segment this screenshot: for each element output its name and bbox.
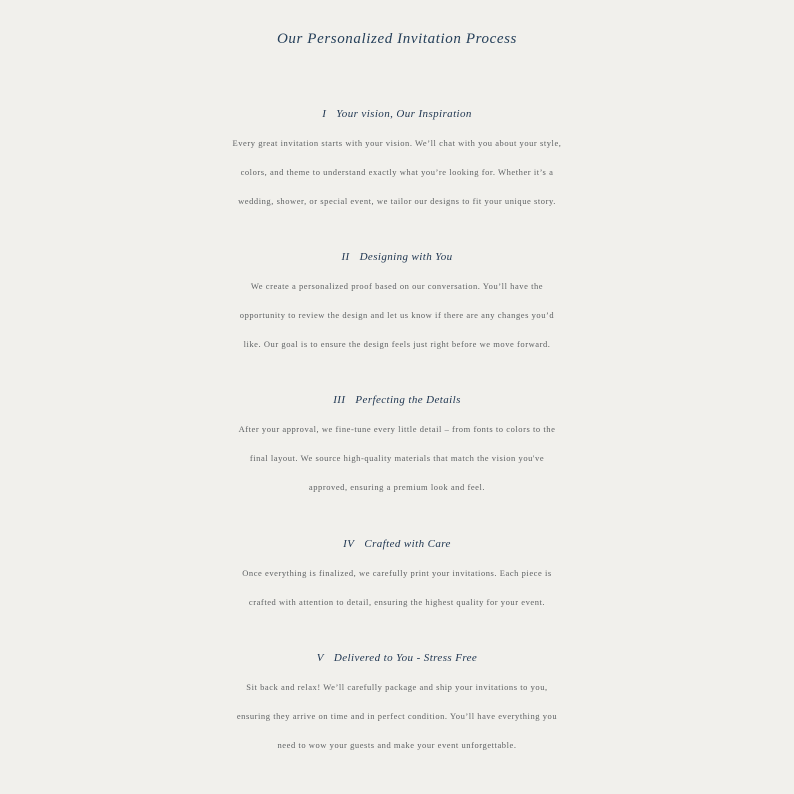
step-title: Designing with You [359, 251, 453, 263]
step-description [0, 559, 794, 617]
step-heading [0, 100, 794, 129]
description-line: crafted with attention to detail, ensuring the highest quality for your event. [248, 597, 546, 607]
description-line: wedding, shower, or special event, we tailor our designs to fit your unique story. [238, 196, 556, 206]
description-line: like. Our goal is to ensure the design feels just right before we move forward. [243, 339, 551, 349]
description-line: colors, and theme to understand exactly what you’re looking for. Whether it’s a [240, 167, 554, 177]
process-step-5 [0, 644, 794, 760]
description-line: approved, ensuring a premium look and feel. [308, 482, 486, 492]
step-numeral: V [316, 652, 324, 664]
process-step-1 [0, 100, 794, 216]
description-line: opportunity to review the design and let us know if there are any changes you’d [239, 310, 555, 320]
step-description [0, 415, 794, 502]
page-title: Our Personalized Invitation Process [276, 31, 517, 47]
description-line: Every great invitation starts with your vision. We’ll chat with you about your style, [232, 138, 562, 148]
step-title: Perfecting the Details [355, 394, 461, 406]
step-heading [0, 530, 794, 559]
step-heading [0, 243, 794, 272]
step-title: Delivered to You - Stress Free [333, 652, 478, 664]
step-numeral: I [322, 108, 327, 120]
step-numeral: II [341, 251, 350, 263]
step-title: Crafted with Care [364, 538, 451, 550]
description-line: Sit back and relax! We’ll carefully package and ship your invitations to you, [246, 682, 548, 692]
step-title: Your vision, Our Inspiration [336, 108, 472, 120]
step-heading [0, 386, 794, 415]
description-line: Once everything is finalized, we carefully print your invitations. Each piece is [242, 568, 552, 578]
step-description [0, 272, 794, 359]
step-heading [0, 644, 794, 673]
process-step-3 [0, 386, 794, 502]
step-numeral: IV [343, 538, 355, 550]
description-line: After your approval, we fine-tune every little detail – from fonts to colors to the [238, 424, 556, 434]
step-numeral: III [333, 394, 346, 406]
description-line: We create a personalized proof based on our conversation. You’ll have the [250, 281, 544, 291]
process-step-2 [0, 243, 794, 359]
description-line: ensuring they arrive on time and in perfect condition. You’ll have everything you [236, 711, 558, 721]
step-description [0, 129, 794, 216]
step-description [0, 673, 794, 760]
process-step-4 [0, 530, 794, 617]
description-line: need to wow your guests and make your event unforgettable. [277, 740, 517, 750]
description-line: final layout. We source high-quality materials that match the vision you've [249, 453, 545, 463]
